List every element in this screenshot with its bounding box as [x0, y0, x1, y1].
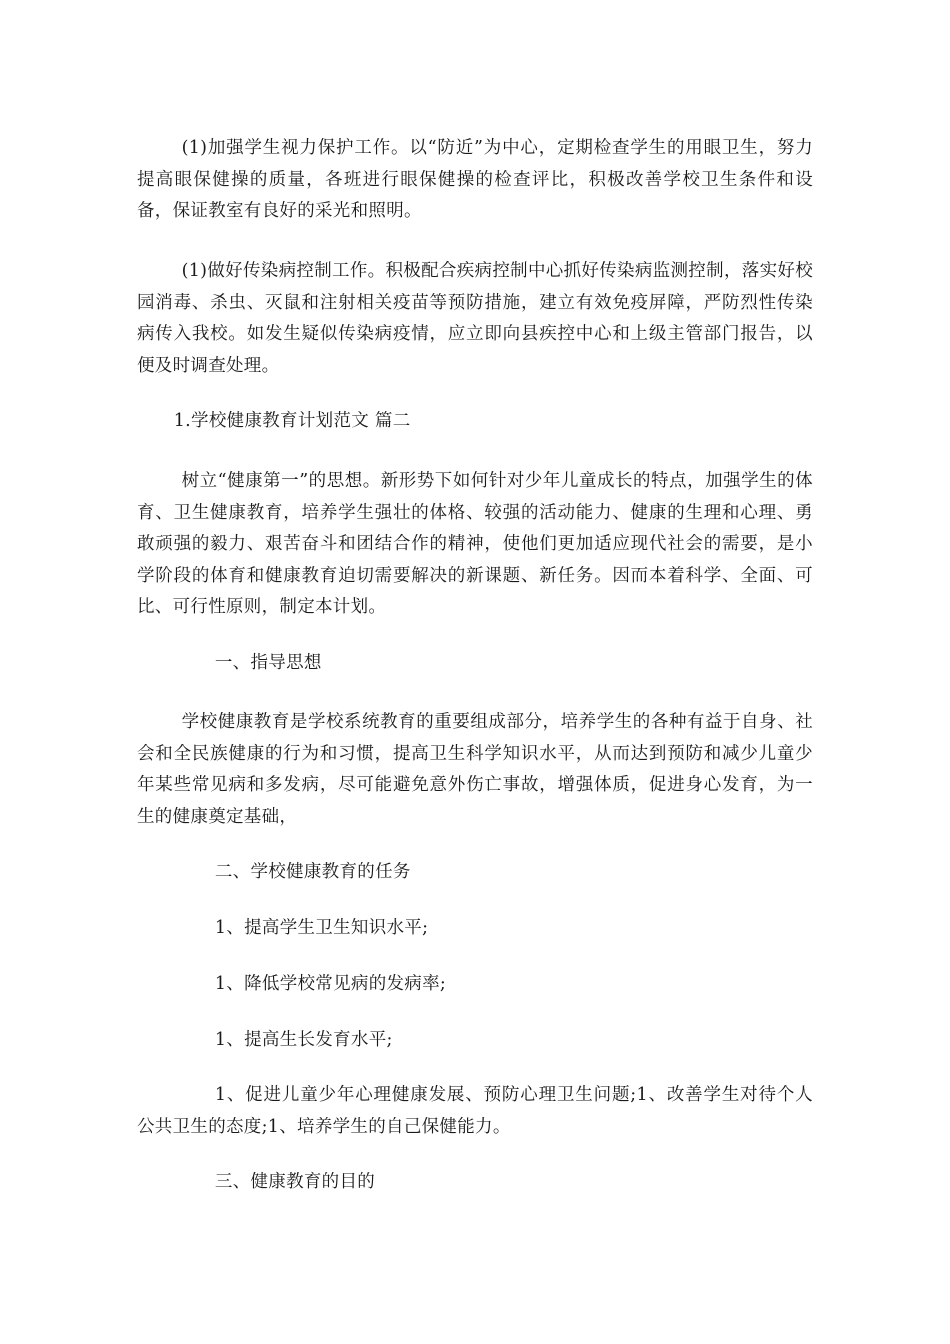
- paragraph-health-first: 树立“健康第一”的思想。新形势下如何针对少年儿童成长的特点，加强学生的体育、卫生健康教育，培养学生强壮的体格、较强的活动能力、健康的生理和心理、勇敢顽强的毅力、艰苦奋斗和团结合作的精神，使他们更加适应现代社会的需要，是小学阶段的体育和健康教育迫切需要解决的新课题、新任务。因而本着科学、全面、可比、可行性原则，制定本计划。: [137, 471, 813, 617]
- heading-tasks: 二、学校健康教育的任务: [214, 862, 411, 882]
- heading-guiding-ideology: 一、指导思想: [214, 653, 322, 673]
- task-item-disease-rate: 1、降低学校常见病的发病率;: [214, 974, 447, 994]
- task-item-growth: 1、提高生长发育水平;: [214, 1030, 393, 1050]
- paragraph-infectious-disease: (1)做好传染病控制工作。积极配合疾病控制中心抓好传染病监测控制，落实好校园消毒、杀虫、灭鼠和注射相关疫苗等预防措施，建立有效免疫屏障，严防烈性传染病传入我校。如发生疑似传染病疫情，应立即向县疾控中心和上级主管部门报告，以便及时调查处理。: [137, 261, 813, 376]
- heading-purpose: 三、健康教育的目的: [214, 1172, 376, 1192]
- section-title: 1.学校健康教育计划范文 篇二: [173, 411, 411, 431]
- paragraph-school-health-education: 学校健康教育是学校系统教育的重要组成部分，培养学生的各种有益于自身、社会和全民族健康的行为和习惯，提高卫生科学知识水平，从而达到预防和减少儿童少年某些常见病和多发病，尽可能避免意外伤亡事故，增强体质，促进身心发育，为一生的健康奠定基础，: [137, 712, 813, 827]
- task-item-knowledge: 1、提高学生卫生知识水平;: [214, 918, 429, 938]
- paragraph-eye-protection: (1)加强学生视力保护工作。以“防近”为中心，定期检查学生的用眼卫生，努力提高眼保健操的质量，各班进行眼保健操的检查评比，积极改善学校卫生条件和设备，保证教室有良好的采光和照明。: [137, 138, 813, 221]
- task-item-mental-health: 1、促进儿童少年心理健康发展、预防心理卫生问题;1、改善学生对待个人公共卫生的态度;1、培养学生的自己保健能力。: [137, 1085, 813, 1137]
